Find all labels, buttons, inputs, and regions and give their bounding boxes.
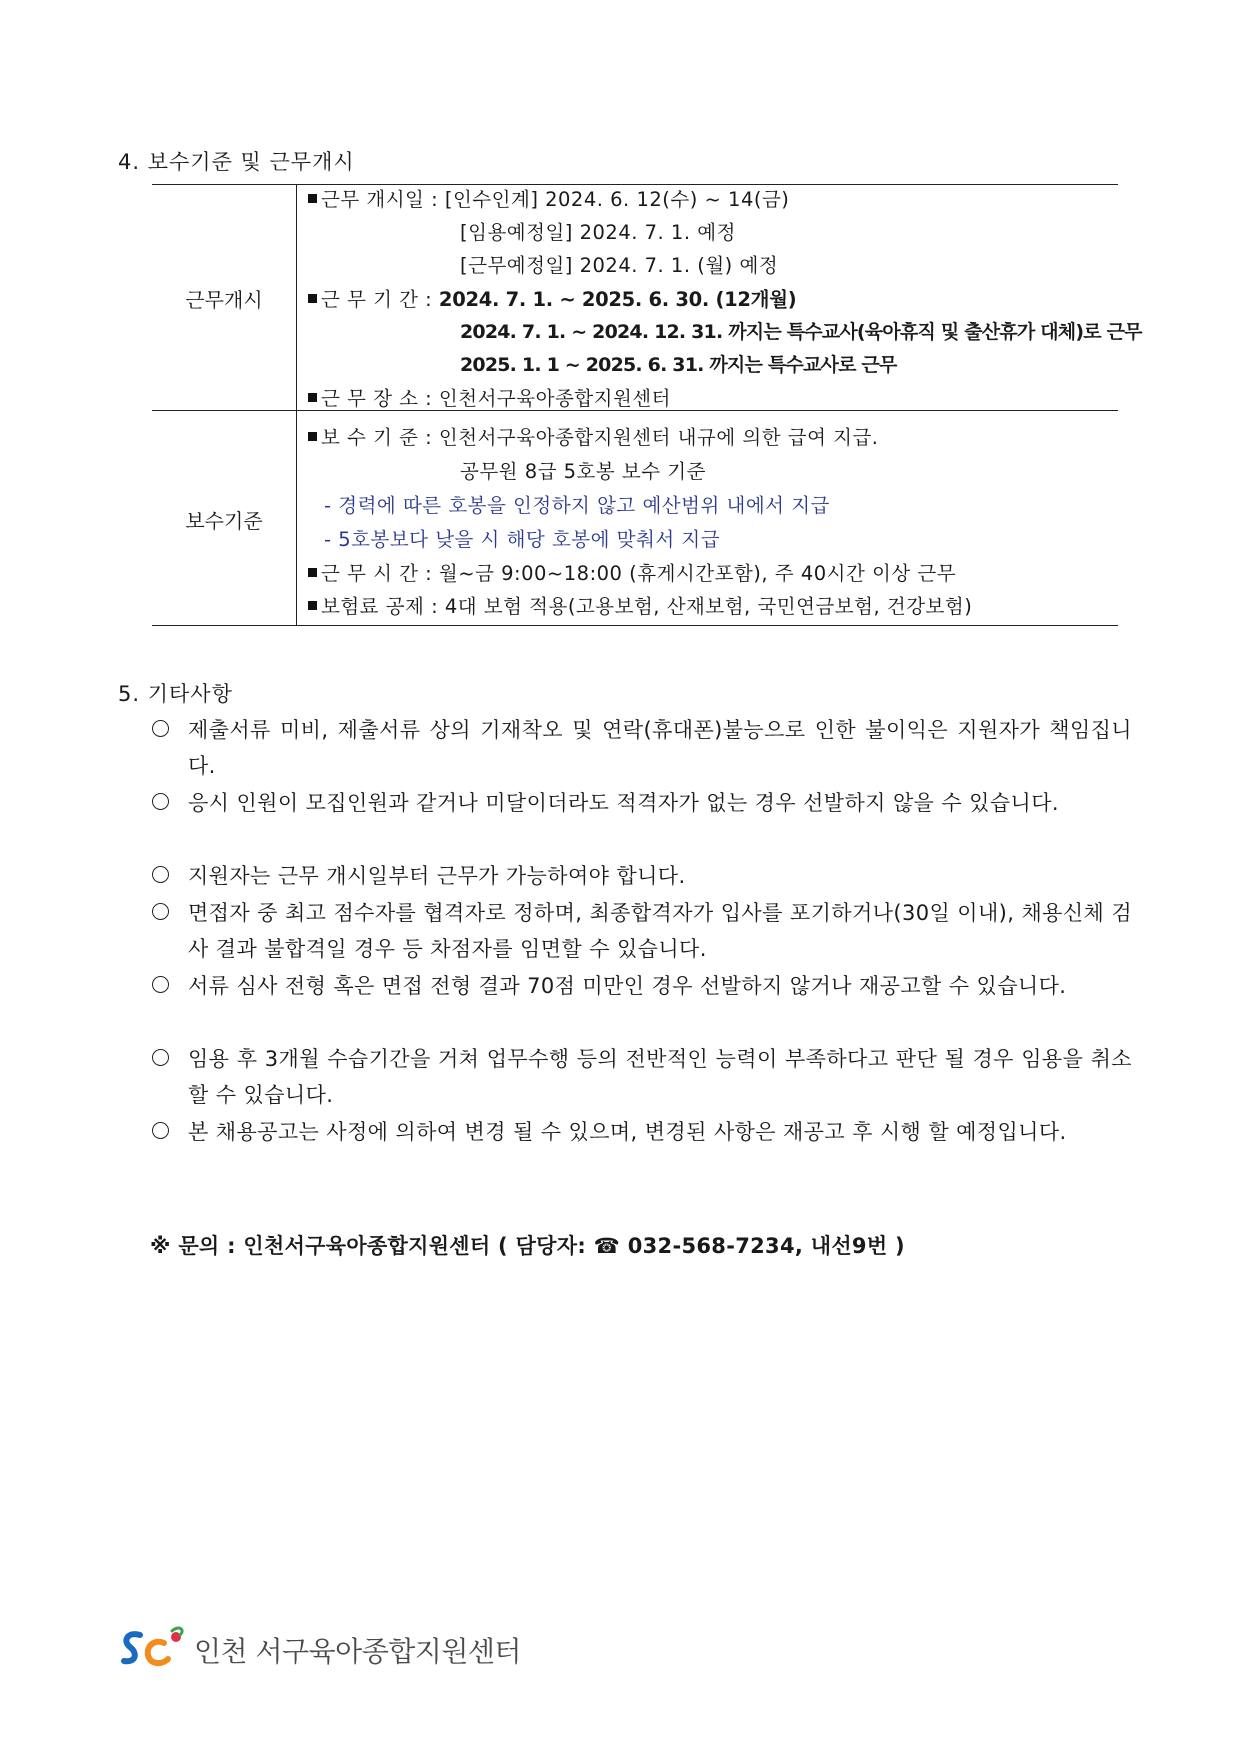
work-period-line: [308, 284, 796, 312]
work-hours-key: 근 무 시 간 :: [321, 562, 433, 585]
sc-logo-icon: [118, 1625, 188, 1671]
list-item: [152, 712, 1132, 784]
pay-standard-value-2: 공무원 8급 5호봉 보수 기준: [460, 460, 706, 483]
bullet-square-icon: [308, 432, 317, 441]
contact-info: ※ 문의 : 인천서구육아종합지원센터 ( 담당자: ☎ 032-568-7234, 내선9번 ): [150, 1234, 905, 1258]
footer-org-name: 인천 서구육아종합지원센터: [194, 1635, 521, 1668]
bullet-square-icon: [308, 568, 317, 577]
work-place-value: 인천서구육아종합지원센터: [438, 387, 671, 410]
work-period-value-1: 2024. 7. 1. ~ 2025. 6. 30. (12개월): [438, 288, 797, 311]
work-place-key: 근 무 장 소 :: [321, 387, 433, 410]
pay-note-2: - 5호봉보다 낮을 시 해당 호봉에 맞춰서 지급: [324, 528, 721, 551]
list-item-text: 임용 후 3개월 수습기간을 거쳐 업무수행 등의 전반적인 능력이 부족하다고 판단 될 경우 임용을 취소할 수 있습니다.: [188, 1047, 1132, 1107]
circle-bullet-icon: [152, 903, 169, 920]
circle-bullet-icon: [152, 866, 169, 883]
work-period-value-3: 2025. 1. 1 ~ 2025. 6. 31. 까지는 특수교사로 근무: [460, 354, 897, 376]
bullet-square-icon: [308, 294, 317, 303]
list-item: [152, 895, 1132, 967]
list-item: [152, 1041, 1132, 1113]
list-item: [152, 968, 1132, 1004]
start-date-value-3: [근무예정일] 2024. 7. 1. (월) 예정: [460, 254, 779, 277]
list-item-text: 서류 심사 전형 혹은 면접 전형 결과 70점 미만인 경우 선발하지 않거나 재공고할 수 있습니다.: [188, 974, 1067, 998]
start-date-value-2: [임용예정일] 2024. 7. 1. 예정: [460, 221, 736, 244]
start-date-key: 근무 개시일 :: [321, 188, 439, 211]
work-period-key: 근 무 기 간 :: [321, 288, 433, 311]
work-place-line: [308, 383, 671, 411]
bullet-square-icon: [308, 393, 317, 402]
start-date-value-1: [인수인계] 2024. 6. 12(수) ~ 14(금): [444, 188, 790, 211]
row-label-work-start: 근무개시: [185, 288, 263, 312]
pay-standard-line: [308, 422, 879, 450]
bullet-square-icon: [308, 194, 317, 203]
start-date-line: [308, 184, 789, 212]
pay-standard-value-1: 인천서구육아종합지원센터 내규에 의한 급여 지급.: [438, 426, 879, 449]
table-bottom-border: [152, 625, 1118, 626]
list-item: [152, 858, 1132, 894]
list-item-text: 지원자는 근무 개시일부터 근무가 가능하여야 합니다.: [188, 864, 686, 888]
section5-title: 5. 기타사항: [118, 682, 233, 706]
circle-bullet-icon: [152, 976, 169, 993]
circle-bullet-icon: [152, 1122, 169, 1139]
pay-note-1: - 경력에 따른 호봉을 인정하지 않고 예산범위 내에서 지급: [324, 494, 830, 517]
circle-bullet-icon: [152, 720, 169, 737]
insurance-value: 4대 보험 적용(고용보험, 산재보험, 국민연금보험, 건강보험): [444, 595, 973, 618]
bullet-square-icon: [308, 601, 317, 610]
section4-title: 4. 보수기준 및 근무개시: [118, 150, 355, 174]
insurance-line: [308, 591, 972, 619]
work-hours-value: 월~금 9:00~18:00 (휴게시간포함), 주 40시간 이상 근무: [438, 562, 957, 585]
list-item: [152, 785, 1132, 821]
list-item-text: 본 채용공고는 사정에 의하여 변경 될 수 있으며, 변경된 사항은 재공고 후 시행 할 예정입니다.: [188, 1120, 1067, 1144]
table-column-divider: [296, 184, 297, 625]
work-hours-line: [308, 558, 956, 586]
row-label-pay: 보수기준: [185, 509, 263, 533]
list-item-text: 제출서류 미비, 제출서류 상의 기재착오 및 연락(휴대폰)불능으로 인한 불이익은 지원자가 책임집니다.: [188, 718, 1132, 778]
pay-standard-key: 보 수 기 준 :: [321, 426, 433, 449]
circle-bullet-icon: [152, 1049, 169, 1066]
list-item-text: 응시 인원이 모집인원과 같거나 미달이더라도 적격자가 없는 경우 선발하지 않을 수 있습니다.: [188, 791, 1059, 815]
circle-bullet-icon: [152, 793, 169, 810]
list-item-text: 면접자 중 최고 점수자를 협격자로 정하며, 최종합격자가 입사를 포기하거나(30일 이내), 채용신체 검사 결과 불합격일 경우 등 차점자를 임면할 수 있습니다.: [188, 901, 1132, 961]
work-period-value-2: 2024. 7. 1. ~ 2024. 12. 31. 까지는 특수교사(육아휴직 및 출산휴가 대체)로 근무: [460, 321, 1142, 343]
list-item: [152, 1114, 1132, 1150]
insurance-key: 보험료 공제 :: [321, 595, 439, 618]
